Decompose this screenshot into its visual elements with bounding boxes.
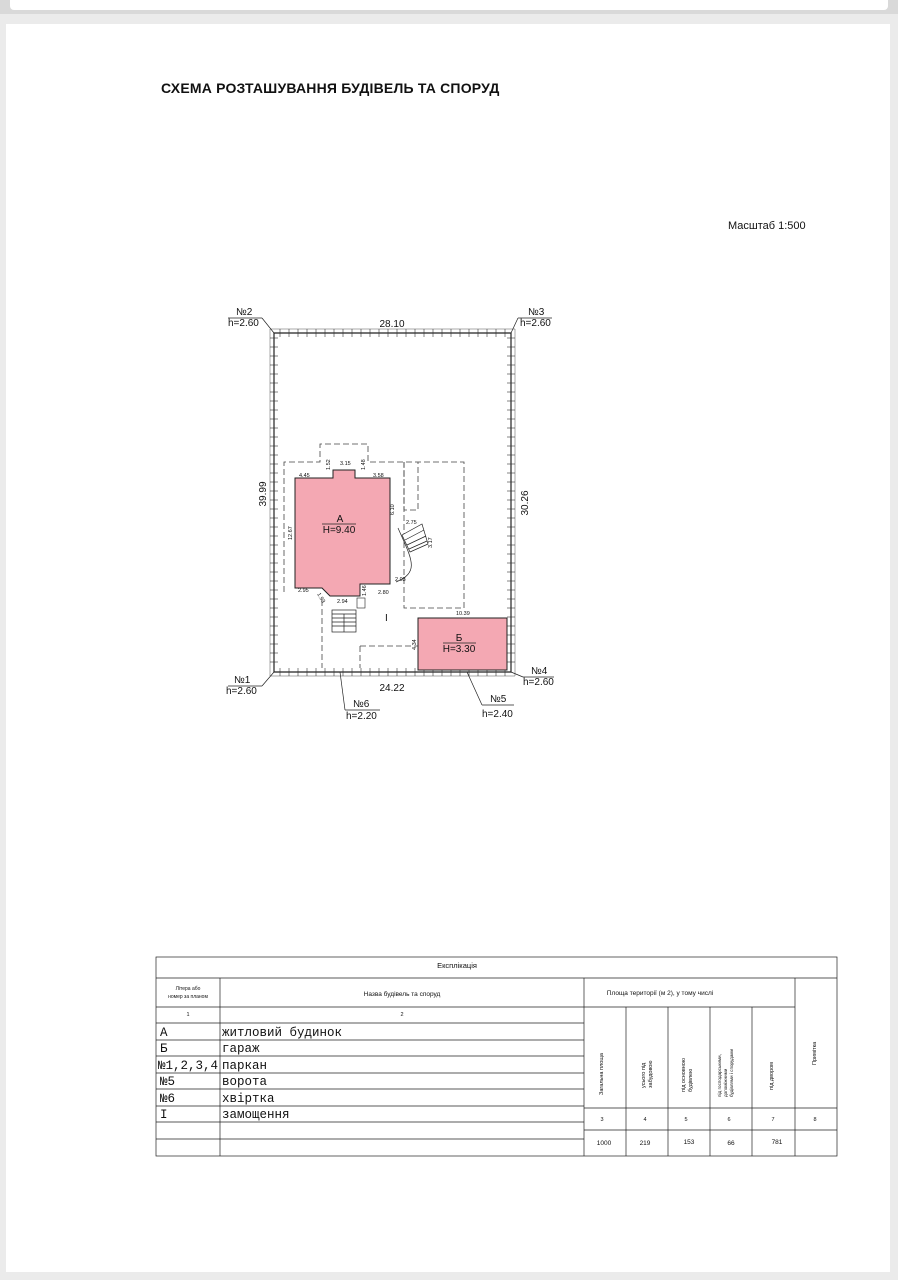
svg-text:3: 3 xyxy=(600,1117,604,1123)
explication-rows xyxy=(158,1026,342,1122)
length-bottom: 24.22 xyxy=(379,683,405,694)
svg-text:8: 8 xyxy=(813,1117,817,1123)
row-letter: №6 xyxy=(160,1092,176,1106)
corner-2-id: №2 xyxy=(236,307,253,318)
svg-text:2.95: 2.95 xyxy=(298,588,309,594)
svg-text:1.52: 1.52 xyxy=(326,459,332,470)
total-area: 1000 xyxy=(596,1140,612,1147)
corner-3-h: h=2.60 xyxy=(520,318,551,329)
col-aux-header: під господарськими,допоміжнимибудівлями і спорудами xyxy=(717,1048,734,1097)
corner-6-h: h=2.20 xyxy=(346,711,377,722)
corner-4-id: №4 xyxy=(531,666,548,677)
row-name: житловий будинок xyxy=(222,1026,343,1040)
scale-label: Масштаб 1:500 xyxy=(728,220,806,232)
svg-text:6: 6 xyxy=(727,1117,731,1123)
aux-area: 66 xyxy=(727,1140,735,1147)
svg-text:3.58: 3.58 xyxy=(373,473,384,479)
length-right: 30.26 xyxy=(520,490,531,516)
svg-text:1.93: 1.93 xyxy=(315,592,326,605)
row-name: ворота xyxy=(222,1075,268,1089)
svg-text:12.67: 12.67 xyxy=(288,526,294,540)
row-name: хвіртка xyxy=(222,1092,275,1106)
area-totals xyxy=(597,1139,783,1147)
svg-text:2.03: 2.03 xyxy=(395,577,406,583)
col-yard-header: під двором xyxy=(769,1062,775,1090)
corner-5-id: №5 xyxy=(490,694,507,705)
svg-text:3.17: 3.17 xyxy=(428,537,434,548)
row-letter: Б xyxy=(160,1042,168,1056)
svg-text:2: 2 xyxy=(400,1012,404,1018)
row-name: замощення xyxy=(222,1108,290,1122)
svg-text:2.80: 2.80 xyxy=(378,590,389,596)
col-note-header: Примітка xyxy=(812,1041,818,1065)
building-a-letter: А xyxy=(336,514,344,525)
building-b-letter: Б xyxy=(455,633,463,644)
svg-text:3.15: 3.15 xyxy=(340,461,351,467)
corner-1-h: h=2.60 xyxy=(226,686,257,697)
row-letter: №1,2,3,4 xyxy=(158,1059,218,1073)
paving-label: I xyxy=(385,613,388,624)
corner-5-h: h=2.40 xyxy=(482,709,513,720)
row-letter: I xyxy=(160,1108,168,1122)
document-title: СХЕМА РОЗТАШУВАННЯ БУДІВЕЛЬ ТА СПОРУД xyxy=(161,80,500,96)
main-area: 153 xyxy=(683,1139,695,1146)
col-name-header: Назва будівель та споруд xyxy=(363,991,441,998)
corner-3-id: №3 xyxy=(528,307,545,318)
col-area-header: Площа території (м 2), у тому числі xyxy=(606,990,714,997)
svg-text:4.34: 4.34 xyxy=(412,639,418,650)
length-top: 28.10 xyxy=(379,319,405,330)
svg-text:4: 4 xyxy=(643,1117,647,1123)
svg-text:10.39: 10.39 xyxy=(456,611,470,617)
corner-1-id: №1 xyxy=(234,675,251,686)
row-letter: А xyxy=(160,1026,168,1040)
row-name: паркан xyxy=(222,1059,268,1073)
row-letter: №5 xyxy=(160,1075,176,1089)
built-area: 219 xyxy=(639,1140,651,1147)
length-left: 39.99 xyxy=(258,481,269,507)
col-total-header: Загальна площа xyxy=(599,1053,605,1095)
corner-2-h: h=2.60 xyxy=(228,318,259,329)
svg-text:1: 1 xyxy=(186,1012,190,1018)
col-letter-header: Літера або номер за планом xyxy=(168,986,208,1000)
corner-4-h: h=2.60 xyxy=(523,677,554,688)
svg-text:4.45: 4.45 xyxy=(299,473,310,479)
corner-6-id: №6 xyxy=(353,699,370,710)
svg-text:2.75: 2.75 xyxy=(406,520,417,526)
svg-text:6.10: 6.10 xyxy=(390,504,396,515)
svg-text:2.94: 2.94 xyxy=(337,599,348,605)
svg-text:7: 7 xyxy=(771,1117,775,1123)
row-name: гараж xyxy=(222,1042,260,1056)
explication-title: Експлікація xyxy=(437,961,477,970)
yard-area: 781 xyxy=(771,1139,783,1146)
svg-text:5: 5 xyxy=(684,1117,688,1123)
building-a-height: H=9.40 xyxy=(322,525,356,536)
col-built-header: усього підзабудовою xyxy=(641,1060,654,1088)
building-b-height: H=3.30 xyxy=(442,644,476,655)
svg-text:1.48: 1.48 xyxy=(361,459,367,470)
svg-text:1.46: 1.46 xyxy=(362,585,368,596)
col-main-header: під основноюбудівлею xyxy=(681,1058,694,1092)
